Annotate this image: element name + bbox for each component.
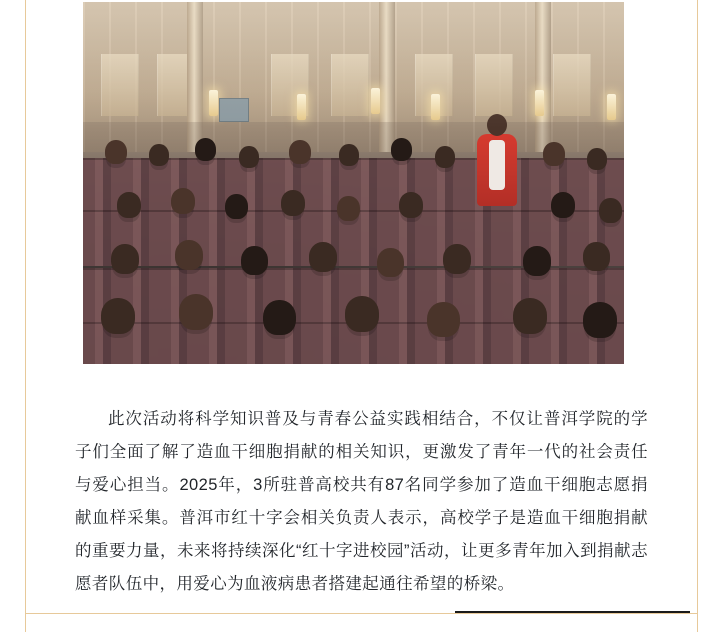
audience-head xyxy=(599,198,622,223)
wall-lamp xyxy=(535,90,544,116)
wall-panel xyxy=(331,54,369,116)
audience-head xyxy=(195,138,216,161)
audience-head xyxy=(289,140,311,164)
audience-head xyxy=(175,240,203,270)
bottom-accent-rule xyxy=(455,611,690,613)
audience-crowd xyxy=(83,122,624,364)
audience-head xyxy=(427,302,460,337)
article-content xyxy=(33,0,690,632)
audience-head xyxy=(117,192,141,218)
audience-head xyxy=(583,302,617,338)
wall-lamp xyxy=(607,94,616,120)
wall-panel xyxy=(475,54,513,116)
auditorium-audience-photo xyxy=(83,2,624,364)
frame-right-border xyxy=(697,0,698,632)
audience-head xyxy=(105,140,127,164)
audience-head xyxy=(111,244,139,274)
audience-head xyxy=(281,190,305,216)
audience-head xyxy=(551,192,575,218)
wall-lamp xyxy=(371,88,380,114)
wall-lamp xyxy=(297,94,306,120)
staff-white-shirt xyxy=(489,140,505,190)
wall-lamp xyxy=(431,94,440,120)
audience-head xyxy=(435,146,455,168)
audience-head xyxy=(587,148,607,170)
audience-head xyxy=(399,192,423,218)
audience-head xyxy=(391,138,412,161)
standing-staff-member xyxy=(475,114,519,206)
audience-head xyxy=(337,196,360,221)
audience-head xyxy=(583,242,610,271)
audience-head xyxy=(179,294,213,330)
audience-head xyxy=(443,244,471,274)
audience-head xyxy=(101,298,135,334)
audience-head xyxy=(263,300,296,335)
audience-head xyxy=(543,142,565,166)
audience-head xyxy=(309,242,337,272)
audience-head xyxy=(239,146,259,168)
audience-head xyxy=(241,246,268,275)
wall-panel xyxy=(553,54,591,116)
audience-head xyxy=(523,246,551,276)
wall-lamp xyxy=(209,90,218,116)
photo-background xyxy=(83,2,624,364)
audience-head xyxy=(377,248,404,277)
audience-head xyxy=(149,144,169,166)
staff-head xyxy=(487,114,507,136)
audience-head xyxy=(225,194,248,219)
article-body-paragraph: 此次活动将科学知识普及与青春公益实践相结合，不仅让普洱学院的学子们全面了解了造血干细胞捐献的相关知识，更激发了青年一代的社会责任与爱心担当。2025年，3所驻普高校共有87名同学参加了造血干细胞志愿捐献血样采集。普洱市红十字会相关负责人表示，高校学子是造血干细胞捐献的重要力量，未来将持续深化“红十字进校园”活动，让更多青年加入到捐献志愿者队伍中，用爱心为血液病患者搭建起通往希望的桥梁。 xyxy=(75,409,648,593)
wall-screen xyxy=(219,98,249,122)
audience-head xyxy=(513,298,547,334)
audience-head xyxy=(339,144,359,166)
frame-left-border xyxy=(25,0,26,632)
audience-head xyxy=(171,188,195,214)
wall-panel xyxy=(101,54,139,116)
audience-head xyxy=(345,296,379,332)
